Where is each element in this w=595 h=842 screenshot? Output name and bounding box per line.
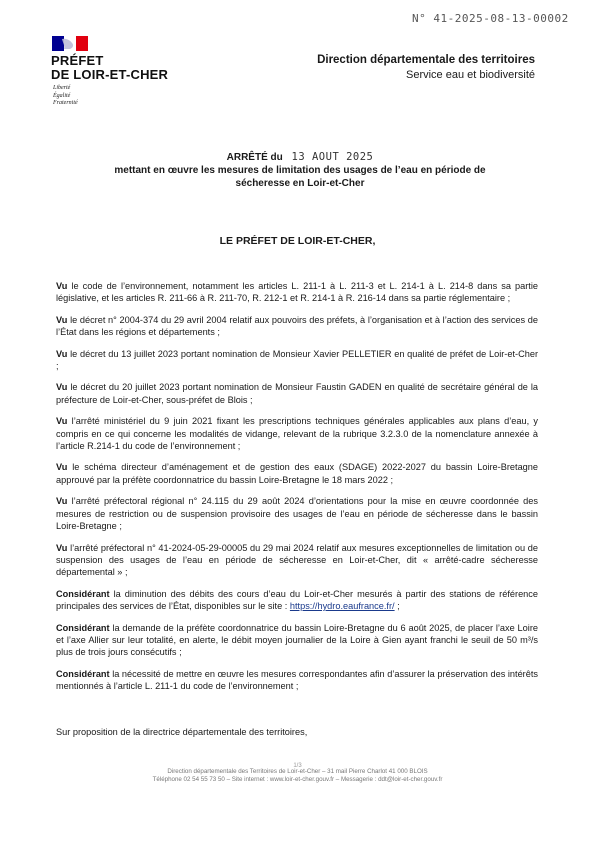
prefet-line-2: DE LOIR-ET-CHER xyxy=(51,67,169,82)
motto-fraternite: Fraternité xyxy=(53,100,78,106)
arrete-header-line xyxy=(60,151,540,164)
vu-paragraph xyxy=(56,280,538,305)
prefet-line-1: PRÉFET xyxy=(51,53,104,68)
republic-motto xyxy=(53,85,78,108)
para-text: la demande de la préfète coordonnatrice du bassin Loire-Bretagne du 6 août 2025, de placer l’axe Loire et l’axe Allier sur leur totalité, en alerte, le débit moyen journalier de la Loire à Gien ayant franchi le seuil de 50 m³/s plus de trois jours consécutifs ; xyxy=(56,622,538,658)
vu-paragraph xyxy=(56,381,538,406)
issuing-service-header xyxy=(317,53,535,82)
arrete-title-line-2: sécheresse en Loir-et-Cher xyxy=(235,178,365,189)
para-text: le décret du 13 juillet 2023 portant nomination de Monsieur Xavier PELLETIER en qualité de préfet de Loir-et-Cher ; xyxy=(56,348,538,372)
para-lead: Vu xyxy=(56,314,68,325)
footer-address: Direction départementale des Territoires de Loir-et-Cher – 31 mail Pierre Charlot 41 000 BLOIS xyxy=(167,768,428,775)
closing-line: Sur proposition de la directrice départementale des territoires, xyxy=(56,727,308,737)
arrete-title-block xyxy=(60,151,540,190)
motto-egalite: Égalité xyxy=(53,92,71,99)
para-lead: Considérant xyxy=(56,588,110,599)
para-text: l’arrêté préfectoral n° 41-2024-05-29-00005 du 29 mai 2024 relatif aux mesures exceptionnelles de limitation ou de suspension des usages de l’eau en période de sécheresse en Loir-et-Cher, dit « arrêté-cadre sécheresse départemental » ; xyxy=(56,542,538,578)
page-number: 1/3 xyxy=(293,763,302,769)
prefet-heading: LE PRÉFET DE LOIR-ET-CHER, xyxy=(219,235,376,247)
para-text: l’arrêté ministériel du 9 juin 2021 fixant les prescriptions techniques générales applicables aux plans d’eau, y compris en ce qui concerne les modalités de vidange, relevant de la rubrique 3.2.3.0 de la nomenclature annexée à l’article R.214-1 du code de l’environnement ; xyxy=(56,416,538,452)
para-lead: Vu xyxy=(56,281,68,291)
vu-paragraph xyxy=(56,542,538,579)
para-lead: Vu xyxy=(56,496,68,507)
para-lead: Considérant xyxy=(56,668,110,679)
vu-paragraph xyxy=(56,314,538,339)
vu-paragraph xyxy=(56,348,538,373)
arrete-label: ARRÊTÉ du xyxy=(226,152,283,163)
motto-liberte: Liberté xyxy=(53,85,71,91)
arrete-title-line-1: mettant en œuvre les mesures de limitation des usages de l’eau en période de xyxy=(114,165,486,176)
para-lead: Vu xyxy=(56,542,68,553)
para-text: le décret du 20 juillet 2023 portant nomination de Monsieur Faustin GADEN en qualité de secrétaire général de la préfecture de Loir-et-Cher, sous-préfet de Blois ; xyxy=(56,382,539,405)
vu-paragraph xyxy=(56,415,538,452)
document-body xyxy=(56,280,538,702)
vu-paragraph xyxy=(56,495,538,532)
para-lead: Vu xyxy=(56,462,68,473)
para-lead: Considérant xyxy=(56,622,110,633)
para-tail: ; xyxy=(394,601,400,612)
hydro-eaufrance-link[interactable]: https://hydro.eaufrance.fr/ xyxy=(289,601,395,612)
vu-paragraph xyxy=(56,461,538,486)
para-text: le schéma directeur d’aménagement et de gestion des eaux (SDAGE) 2022-2027 du bassin Loire-Bretagne approuvé par la préfète coordonnatrice du bassin Loire-Bretagne le 18 mars 2022 ; xyxy=(56,462,539,485)
date-stamp: 13 AOUT 2025 xyxy=(291,151,374,163)
para-text: le décret n° 2004-374 du 29 avril 2004 relatif aux pouvoirs des préfets, à l’organisation et à l’action des services de l’État dans les régions et départements ; xyxy=(56,314,538,338)
footer-contact: Téléphone 02 54 55 73 50 – Site internet : www.loir-et-cher.gouv.fr – Messagerie : ddt@loir-et-cher.gouv.fr xyxy=(152,776,443,783)
considerant-paragraph xyxy=(56,588,538,613)
para-text: l’arrêté préfectoral régional n° 24.115 du 29 août 2024 d’orientations pour la mise en œuvre coordonnée des mesures de restriction ou de suspension provisoire des usages de l’eau en période de sécheresse dans le bassin Loire-Bretagne ; xyxy=(56,496,538,532)
para-lead: Vu xyxy=(56,416,68,427)
para-lead: Vu xyxy=(56,382,68,393)
para-lead: Vu xyxy=(56,348,68,359)
prefet-block xyxy=(51,54,168,82)
para-text: le code de l’environnement, notamment les articles L. 211-1 à L. 211-3 et L. 214-1 à L. 214-8 dans sa partie législative, et les articles R. 211-66 à R. 211-70, R. 212-1 et R. 214-1 à R. 216-14 dans sa partie réglementaire ; xyxy=(56,281,538,304)
considerant-paragraph xyxy=(56,622,538,659)
considerant-paragraph xyxy=(56,668,538,693)
para-text: la diminution des débits des cours d’eau du Loir-et-Cher mesurés à partir des stations de référence principales des services de l’État, disponibles sur le site : xyxy=(56,588,538,612)
handwritten-reference-number: N° 41-2025-08-13-00002 xyxy=(412,12,569,25)
para-text: la nécessité de mettre en œuvre les mesures correspondantes afin d’assurer la préservation des intérêts mentionnés à l’article L. 211-1 du code de l’environnement ; xyxy=(56,668,538,692)
direction-name: Direction départementale des territoires xyxy=(317,54,535,66)
service-name: Service eau et biodiversité xyxy=(405,69,535,81)
marianne-logo-icon xyxy=(52,36,88,51)
page-footer xyxy=(0,768,595,784)
